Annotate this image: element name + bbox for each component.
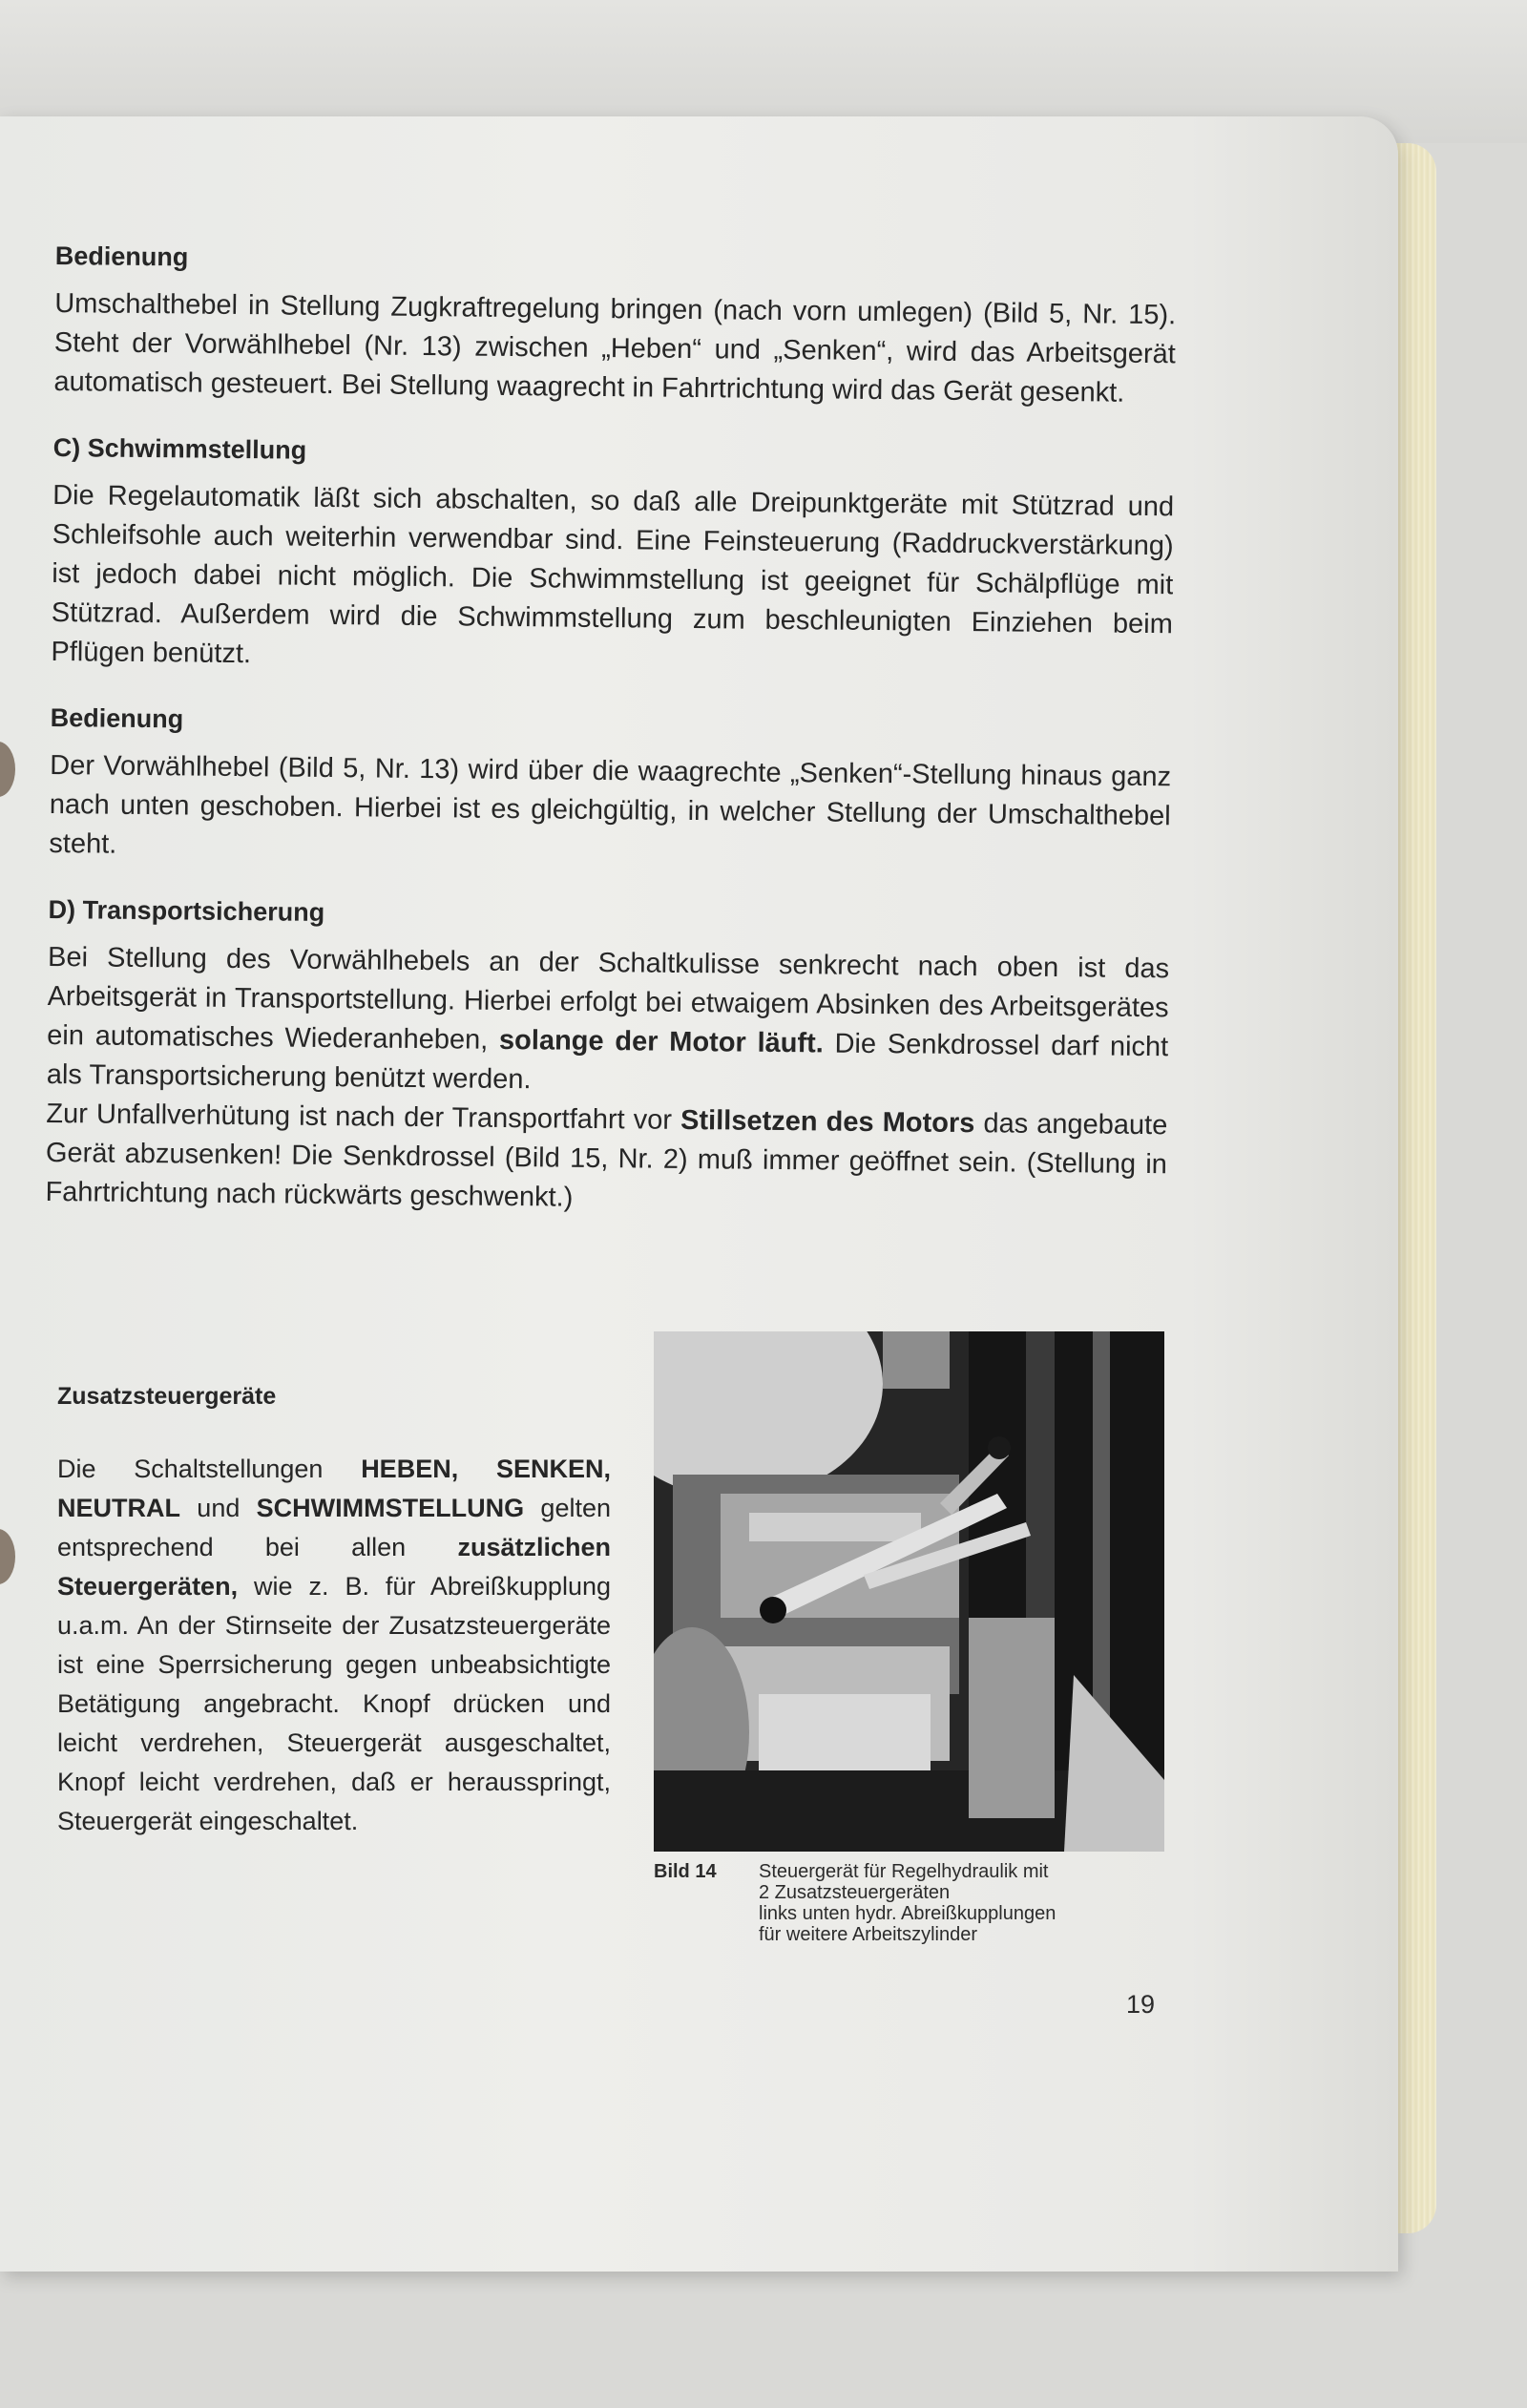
section-heading: D) Transportsicherung	[48, 894, 325, 927]
lower-section	[57, 1331, 1183, 2000]
caption-line: links unten hydr. Abreißkupplungen	[759, 1903, 1056, 1924]
section-transportsicherung	[45, 892, 1169, 1224]
section-bedienung-2	[49, 701, 1172, 875]
emphasis: solange der Motor läuft.	[498, 1024, 824, 1059]
section-bedienung-1	[53, 239, 1177, 413]
section-paragraph	[57, 1450, 611, 1841]
caption-text	[759, 1861, 1056, 1945]
section-paragraph: Die Regelautomatik läßt sich abschalten, so daß alle Dreipunktgeräte mit Stützrad und Schleifsohle auch weiterhin verwendbar sind. Eine Feinsteuerung (Raddruckverstärkung) ist jedoch dabei nicht möglich. Die Schwimmstellung ist geeignet für Schälpflüge mit Stützrad. Außerdem wird die Schwimmstellung zum beschleunigten Einziehen beim Pflügen benützt.	[51, 479, 1175, 670]
emphasis: Stillsetzen des Motors	[680, 1104, 975, 1140]
binding-hole	[0, 742, 15, 797]
caption-line: Steuergerät für Regelhydraulik mit	[759, 1861, 1049, 1882]
main-text	[45, 239, 1177, 1252]
text-run: Die Schaltstellungen	[57, 1455, 324, 1483]
section-paragraph: Umschalthebel in Stellung Zugkraftregelung bringen (nach vorn umlegen) (Bild 5, Nr. 15). Steht der Vorwählhebel (Nr. 13) zwischen „Heben“ und „Senken“, wird das Arbeitsgerät automatisch gesteuert. Bei Stellung waagrecht in Fahrtrichtung wird das Gerät gesenkt.	[53, 287, 1177, 408]
text-run: gelten entsprechend bei allen	[57, 1494, 611, 1561]
section-heading: Zusatzsteuergeräte	[57, 1383, 277, 1410]
figure-photo	[654, 1331, 1164, 1852]
section-heading: Bedienung	[50, 702, 184, 734]
section-heading: Bedienung	[54, 241, 189, 272]
text-run: Die Senkdrossel darf nicht als Transportsicherung benützt werden.	[46, 1028, 1169, 1096]
text-run: und	[197, 1494, 241, 1522]
section-paragraph: Der Vorwählhebel (Bild 5, Nr. 13) wird über die waagrechte „Senken“-Stellung hinaus ganz nach unten geschoben. Hierbei ist es gleichgültig, in welcher Stellung der Umschalthebel steht.	[49, 749, 1172, 860]
emphasis: zusätzlichen Steuergeräten,	[57, 1533, 611, 1601]
emphasis: HEBEN, SENKEN, NEUTRAL	[57, 1455, 611, 1522]
binding-hole	[0, 1529, 15, 1584]
figure-caption	[654, 1861, 1188, 1945]
text-run: wie z. B. für Abreißkupplung u.a.m. An der Stirnseite der Zusatzsteuergeräte ist eine Sperrsicherung gegen unbeabsichtigte Betätigung angebracht. Knopf drücken und leicht verdrehen, Steuergerät ausgeschaltet, Knopf leicht verdrehen, daß er herausspringt, Steuergerät eingeschaltet.	[57, 1572, 611, 1835]
section-paragraph	[45, 1095, 1167, 1224]
text-run: das angebaute Gerät abzusenken! Die Senkdrossel (Bild 15, Nr. 2) muß immer geöffnet sein. (Stellung in Fahrtrichtung nach rückwärts geschwenkt.)	[45, 1108, 1168, 1213]
zusatz-section	[57, 1379, 611, 1841]
section-heading: C) Schwimmstellung	[52, 432, 307, 465]
caption-label: Bild 14	[654, 1861, 717, 1882]
emphasis: SCHWIMMSTELLUNG	[256, 1494, 525, 1522]
photo-image	[654, 1331, 1164, 1852]
caption-line: 2 Zusatzsteuergeräten	[759, 1882, 951, 1903]
section-paragraph	[47, 938, 1170, 1106]
page-number: 19	[1126, 1990, 1156, 2019]
text-run: Bei Stellung des Vorwählhebels an der Schaltkulisse senkrecht nach oben ist das Arbeitsgerät in Transportstellung. Hierbei erfolgt bei etwaigem Absinken des Arbeitsgerätes ein automatisches Wiederanheben,	[47, 941, 1170, 1056]
section-schwimmstellung	[51, 430, 1175, 683]
caption-line: für weitere Arbeitszylinder	[759, 1924, 977, 1945]
text-run: Zur Unfallverhütung ist nach der Transportfahrt vor	[46, 1098, 673, 1136]
